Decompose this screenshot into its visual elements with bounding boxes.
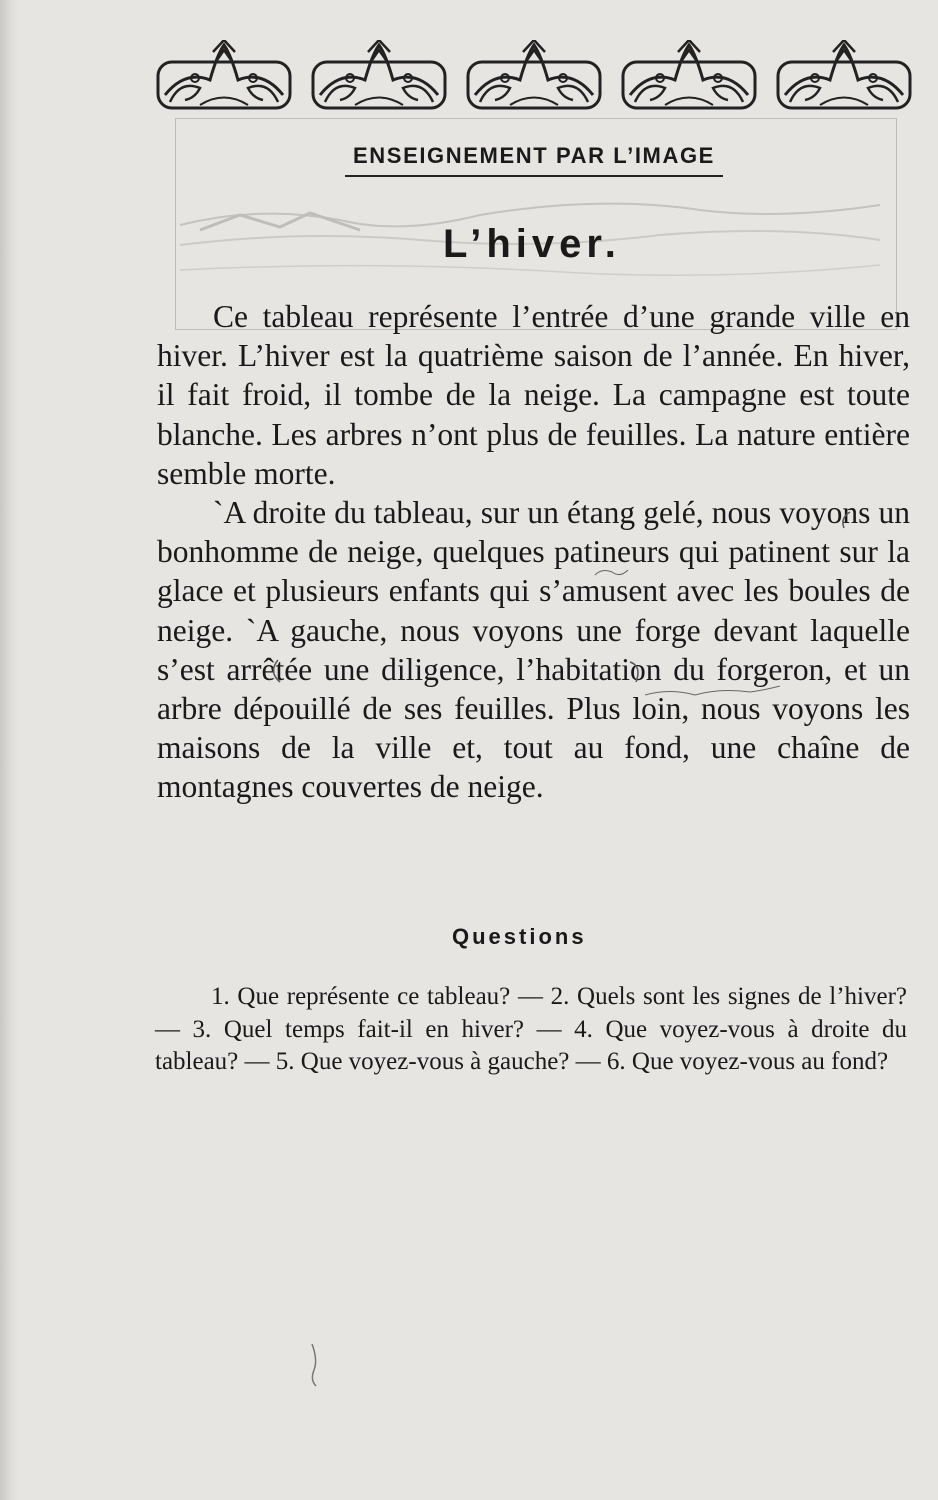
page-edge-shadow <box>0 0 18 1500</box>
stray-pencil-mark <box>300 1340 330 1390</box>
lesson-title: L’hiver. <box>443 222 621 266</box>
paragraph-description: Ce tableau représente l’entrée d’une grande ville en hiver. L’hiver est la quatrième saison de l’année. En hiver, il fait froid, il tombe de la neige. La campagne est toute blanche. Les arbres n’ont plus de feuilles. La nature entière semble morte. <box>157 299 910 491</box>
questions-list: 1. Que représente ce tableau? — 2. Quels sont les signes de l’hiver? — 3. Quel temps fait-il en hiver? — 4. Que voyez-vous à droite du tableau? — 5. Que voyez-vous à gauche? — 6. Que voyez-vous au fond? <box>155 983 907 1075</box>
questions-heading: Questions <box>452 924 587 949</box>
decorative-header-ornament <box>155 40 915 115</box>
header-underline <box>345 175 723 177</box>
section-header-label: ENSEIGNEMENT PAR L’IMAGE <box>353 143 715 168</box>
paragraph-details: `A droite du tableau, sur un étang gelé, nous voyons un bonhomme de neige, quelques patineurs qui patinent sur la glace et plusieurs enfants qui s’amusent avec les boules de neige. `A gauche, nous voyons une forge devant laquelle s’est arrêtée une diligence, l’habitation du forgeron, et un arbre dépouillé de ses feuilles. Plus loin, nous voyons les maisons de la ville et, tout au fond, une chaîne de montagnes couvertes de neige. <box>157 495 910 805</box>
pencil-annotations <box>150 500 930 720</box>
